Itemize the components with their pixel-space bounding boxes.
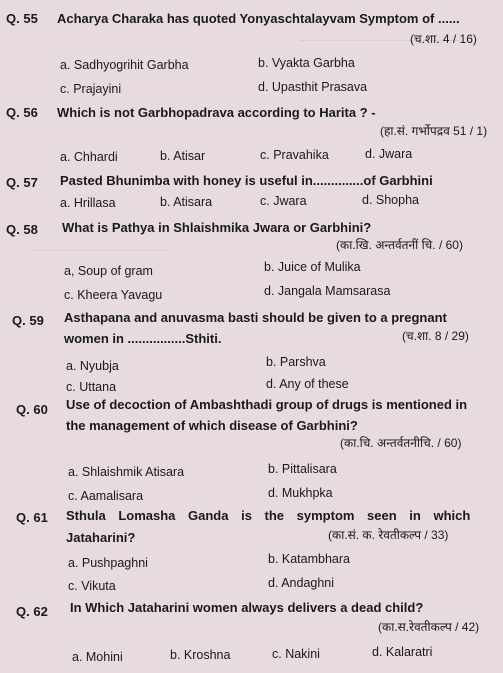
question-reference: (का.खि. अन्तर्वतनीं चि. / 60): [336, 238, 463, 252]
option-d: d. Jwara: [365, 147, 413, 161]
question-number: Q. 60: [16, 402, 48, 417]
question-number: Q. 56: [6, 105, 38, 120]
option-d: d. Any of these: [266, 377, 349, 391]
option-b: b. Katambhara: [268, 552, 350, 566]
question-text-line-2: Jataharini?: [66, 530, 136, 545]
option-c: c. Pravahika: [260, 148, 329, 162]
question-number: Q. 57: [6, 175, 38, 190]
question-reference: (च.शा. 4 / 16): [410, 32, 477, 46]
question-number: Q. 61: [16, 510, 48, 525]
option-d: d. Shopha: [362, 193, 419, 207]
question-reference: (का.स.रेवतीकल्प / 42): [378, 620, 480, 634]
question-reference: (का.चि. अन्तर्वतनीचि. / 60): [340, 436, 462, 450]
question-text-line-1: Use of decoction of Ambashthadi group of drugs is mentioned in: [66, 397, 468, 412]
bleed-mark: [30, 250, 170, 251]
option-b: b. Atisara: [160, 195, 213, 209]
question-text-line-2: the management of which disease of Garbhini?: [66, 418, 358, 433]
question-reference: (हा.सं. गर्भोपद्रव 51 / 1): [380, 124, 488, 138]
question-text: What is Pathya in Shlaishmika Jwara or Garbhini?: [62, 220, 372, 235]
question-text: Which is not Garbhopadrava according to Harita ? -: [57, 105, 376, 120]
option-a: a. Hrillasa: [60, 196, 116, 210]
option-a: a. Chhardi: [60, 150, 118, 164]
option-c: c. Uttana: [66, 380, 117, 394]
option-c: c. Kheera Yavagu: [64, 288, 163, 302]
question-text: Pasted Bhunimba with honey is useful in..............of Garbhini: [60, 173, 433, 188]
option-d: d. Jangala Mamsarasa: [264, 284, 391, 298]
question-text-line-1: Sthula Lomasha Ganda is the symptom seen in which: [66, 508, 471, 523]
option-d: d. Upasthit Prasava: [258, 80, 368, 94]
option-a: a, Soup of gram: [64, 264, 153, 278]
question-number: Q. 62: [16, 604, 48, 619]
option-b: b. Parshva: [266, 355, 326, 369]
option-c: c. Prajayini: [60, 82, 122, 96]
option-c: c. Nakini: [272, 647, 320, 661]
option-c: c. Jwara: [260, 194, 307, 208]
question-number: Q. 58: [6, 222, 38, 237]
question-number: Q. 59: [12, 313, 44, 328]
option-b: b. Juice of Mulika: [264, 260, 361, 274]
option-c: c. Aamalisara: [68, 489, 144, 503]
question-text-line-2: women in ................Sthiti.: [64, 331, 222, 346]
option-d: d. Kalaratri: [372, 645, 433, 659]
option-b: b. Kroshna: [170, 648, 231, 662]
option-a: a. Mohini: [72, 650, 123, 664]
option-a: a. Pushpaghni: [68, 556, 148, 570]
option-b: b. Pittalisara: [268, 462, 337, 476]
option-b: b. Vyakta Garbha: [258, 56, 355, 70]
option-a: a. Nyubja: [66, 359, 119, 373]
option-c: c. Vikuta: [68, 579, 116, 593]
option-d: d. Mukhpka: [268, 486, 333, 500]
question-number: Q. 55: [6, 11, 38, 26]
option-a: a. Shlaishmik Atisara: [68, 465, 185, 479]
question-text: In Which Jataharini women always delivers a dead child?: [70, 600, 424, 615]
question-text-line-1: Asthapana and anuvasma basti should be given to a pregnant: [64, 310, 447, 325]
option-d: d. Andaghni: [268, 576, 335, 590]
question-reference: (च.शा. 8 / 29): [402, 329, 469, 343]
option-a: a. Sadhyogrihit Garbha: [60, 58, 189, 72]
option-b: b. Atisar: [160, 149, 206, 163]
question-reference: (का.सं. क. रेवतीकल्प / 33): [328, 528, 449, 542]
question-text: Acharya Charaka has quoted Yonyaschtalayvam Symptom of ......: [57, 11, 460, 26]
